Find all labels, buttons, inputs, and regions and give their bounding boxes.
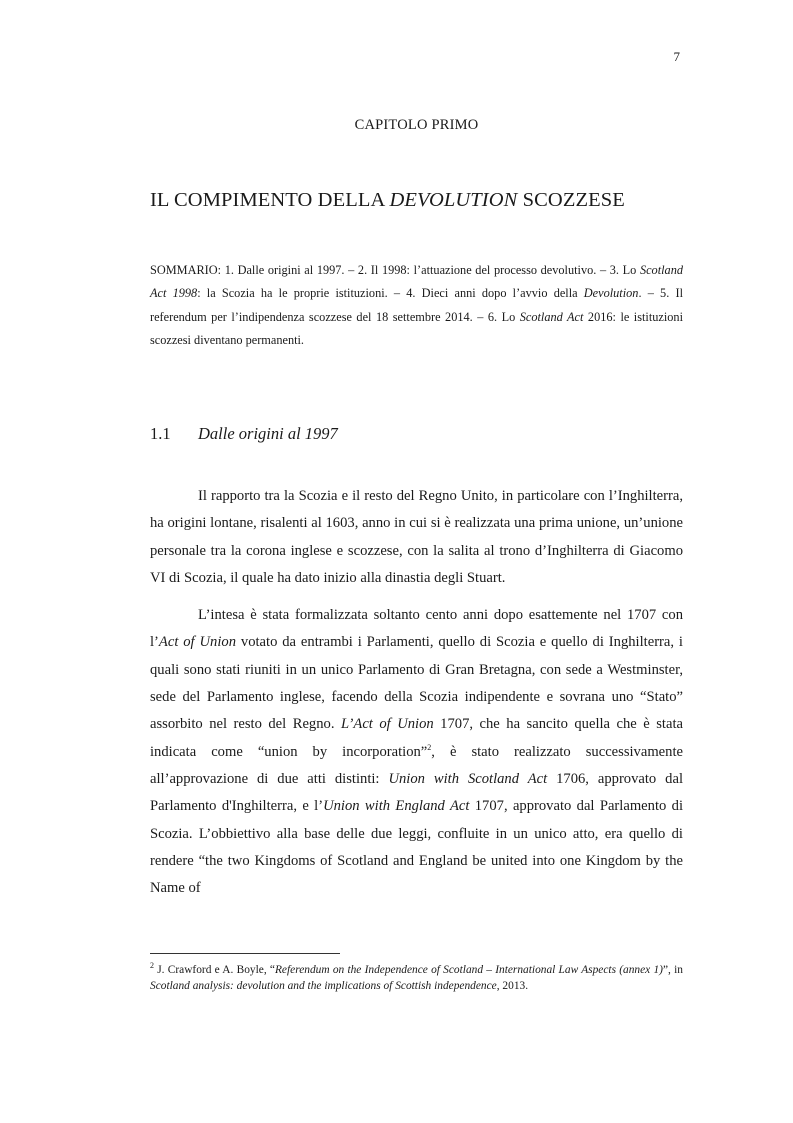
chapter-label: CAPITOLO PRIMO [354, 117, 479, 133]
text-italic: L’Act of Union [340, 716, 434, 733]
chapter-title-italic: DEVOLUTION [389, 189, 518, 211]
summary-text: . – 5. Il referendum per l’indipendenza scozzese del 18 settembre 2014. – 6. Lo [150, 286, 683, 324]
footnote-reference[interactable]: 2 [427, 742, 432, 752]
text-run: , è stato realizzato successivamente all’approvazione di due atti distinti: [150, 743, 683, 787]
section-heading [150, 424, 683, 444]
text-run: 1707, che ha sancito quella che è stata indicata come “union by incorporation” [150, 716, 683, 760]
footnote-text: ”, in [662, 964, 683, 976]
text-run: 1707, approvato dal Parlamento di Scozia. L’obbiettivo alla base delle due leggi, confluite in un unico atto, era quello di rendere “the two Kingdoms of Scotland and England be united into one Kingdom by the Name of [150, 798, 683, 897]
text-run: L’intesa è stata formalizzata soltanto cento anni dopo esattemente nel 1707 con l’ [150, 607, 683, 651]
footnote-text: J. Crawford e A. Boyle, “ [154, 964, 275, 976]
footnote-separator [150, 953, 340, 954]
summary-italic: Scotland Act [519, 309, 584, 324]
text-run: 1706, approvato dal Parlamento d'Inghilterra, e l’ [150, 770, 684, 815]
summary-text: SOMMARIO: 1. Dalle origini al 1997. – 2. Il 1998: l’attuazione del processo devolutivo. – 3. Lo [150, 263, 640, 277]
text-italic: Union with Scotland Act [388, 770, 548, 787]
chapter-title-part: SCOZZESE [517, 189, 625, 211]
summary-italic: Devolution [583, 286, 639, 301]
body-text [150, 483, 683, 912]
section-title: Dalle origini al 1997 [198, 424, 338, 443]
summary-italic: Scotland Act 1998 [150, 263, 683, 301]
text-italic: Act of Union [158, 634, 236, 651]
paragraph [150, 602, 683, 902]
chapter-title [150, 189, 690, 212]
footnote-italic: Referendum on the Independence of Scotland – International Law Aspects (annex 1) [274, 964, 663, 976]
section-number: 1.1 [150, 424, 171, 443]
text-italic: Union with England Act [323, 798, 470, 815]
page-number: 7 [673, 49, 680, 64]
footnote-italic: Scotland analysis: devolution and the implications of Scottish independence [150, 980, 497, 993]
footnote-text: , 2013. [496, 980, 529, 993]
summary-text: : la Scozia ha le proprie istituzioni. – 4. Dieci anni dopo l’avvio della [197, 286, 584, 301]
footnote [150, 962, 683, 995]
chapter-title-part: IL COMPIMENTO DELLA [150, 189, 390, 211]
chapter-summary [150, 259, 683, 352]
text-run: votato da entrambi i Parlamenti, quello di Scozia e quello di Inghilterra, i quali sono stati riuniti in un unico Parlamento di Gran Bretagna, con sede a Westminster, sede del Parlamento inglese, facendo della Scozia indipendente e sovrana uno “Stato” assorbito nel resto del Regno. [150, 634, 683, 733]
paragraph: Il rapporto tra la Scozia e il resto del Regno Unito, in particolare con l’Inghilterra, ha origini lontane, risalenti al 1603, anno in cui si è realizzata una prima unione, un’unione personale tra la corona inglese e scozzese, con la salita al trono d’Inghilterra di Giacomo VI di Scozia, il quale ha dato inizio alla dinastia degli Stuart. [150, 488, 683, 586]
footnote-mark: 2 [150, 961, 154, 971]
summary-text: 2016: le istituzioni scozzesi diventano permanenti. [150, 309, 683, 347]
